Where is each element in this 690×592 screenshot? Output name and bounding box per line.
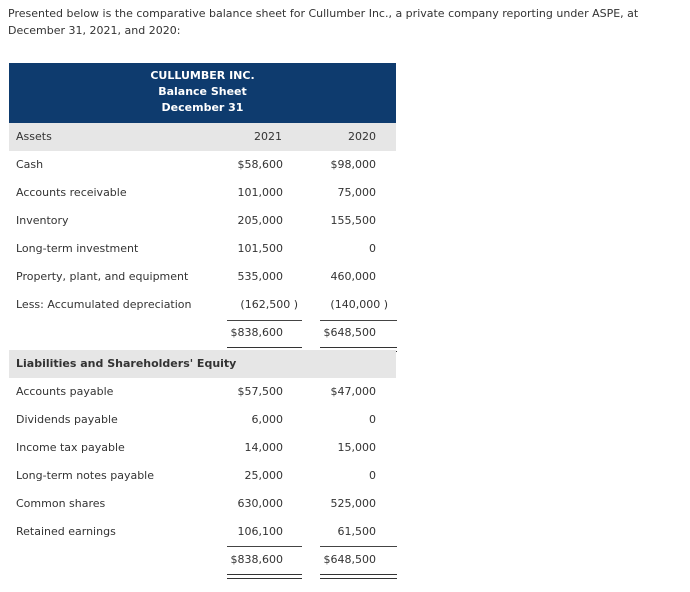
row-label: Property, plant, and equipment [16,270,189,283]
assets-total-2020: $648,500 [323,326,376,339]
liabilities-header-row [9,350,396,378]
statement-title: Balance Sheet [158,85,247,98]
col-2021-heading: 2021 [254,130,282,143]
value-2021: 6,000 [251,413,283,426]
value-2020: 460,000 [330,270,376,283]
liabilities-total-2021: $838,600 [230,553,283,566]
value-2020: 0 [369,469,376,482]
row-label: Cash [16,158,44,171]
value-2020: 75,000 [337,186,376,199]
value-2021: 14,000 [244,441,283,454]
value-2020: 0 [369,242,376,255]
total-double-rule-2021 [227,574,302,579]
row-label: Retained earnings [16,525,116,538]
value-2021: (162,500 ) [240,298,298,311]
value-2021: $57,500 [237,385,283,398]
row-label: Accounts receivable [16,186,127,199]
value-2021: 101,500 [237,242,283,255]
value-2021: 101,000 [237,186,283,199]
table-row [9,235,396,263]
row-label: Common shares [16,497,106,510]
value-2020: $98,000 [330,158,376,171]
assets-total-row [9,319,396,347]
value-2020: 15,000 [337,441,376,454]
value-2020: $47,000 [330,385,376,398]
row-label: Long-term investment [16,242,139,255]
row-label: Accounts payable [16,385,114,398]
value-2021: 630,000 [237,497,283,510]
value-2021: $58,600 [237,158,283,171]
col-2020-heading: 2020 [348,130,376,143]
value-2021: 25,000 [244,469,283,482]
row-label: Dividends payable [16,413,118,426]
value-2020: 61,500 [337,525,376,538]
assets-header-row [9,123,396,151]
company-name: CULLUMBER INC. [150,69,255,82]
value-2021: 205,000 [237,214,283,227]
assets-total-2021: $838,600 [230,326,283,339]
value-2020: 155,500 [330,214,376,227]
balance-sheet-header [9,63,396,123]
table-row [9,434,396,462]
row-label: Less: Accumulated depreciation [16,298,192,311]
assets-heading: Assets [16,130,52,143]
table-row [9,151,396,179]
row-label: Inventory [16,214,69,227]
table-row [9,490,396,518]
value-2020: 0 [369,413,376,426]
table-row [9,378,396,406]
value-2021: 106,100 [237,525,283,538]
row-label: Long-term notes payable [16,469,154,482]
liabilities-heading: Liabilities and Shareholders' Equity [16,357,237,370]
statement-date: December 31 [161,101,244,114]
liabilities-total-2020: $648,500 [323,553,376,566]
table-row [9,462,396,490]
value-2021: 535,000 [237,270,283,283]
liabilities-total-row [9,546,396,574]
value-2020: 525,000 [330,497,376,510]
table-row [9,518,396,546]
table-row [9,207,396,235]
table-row [9,406,396,434]
total-double-rule-2020 [320,574,397,579]
table-row [9,179,396,207]
row-label: Income tax payable [16,441,125,454]
table-row [9,291,396,319]
value-2020: (140,000 ) [330,298,388,311]
intro-text: Presented below is the comparative balance sheet for Cullumber Inc., a private company reporting under ASPE, at December 31, 2021, and 2020: [8,7,639,37]
table-row [9,263,396,291]
